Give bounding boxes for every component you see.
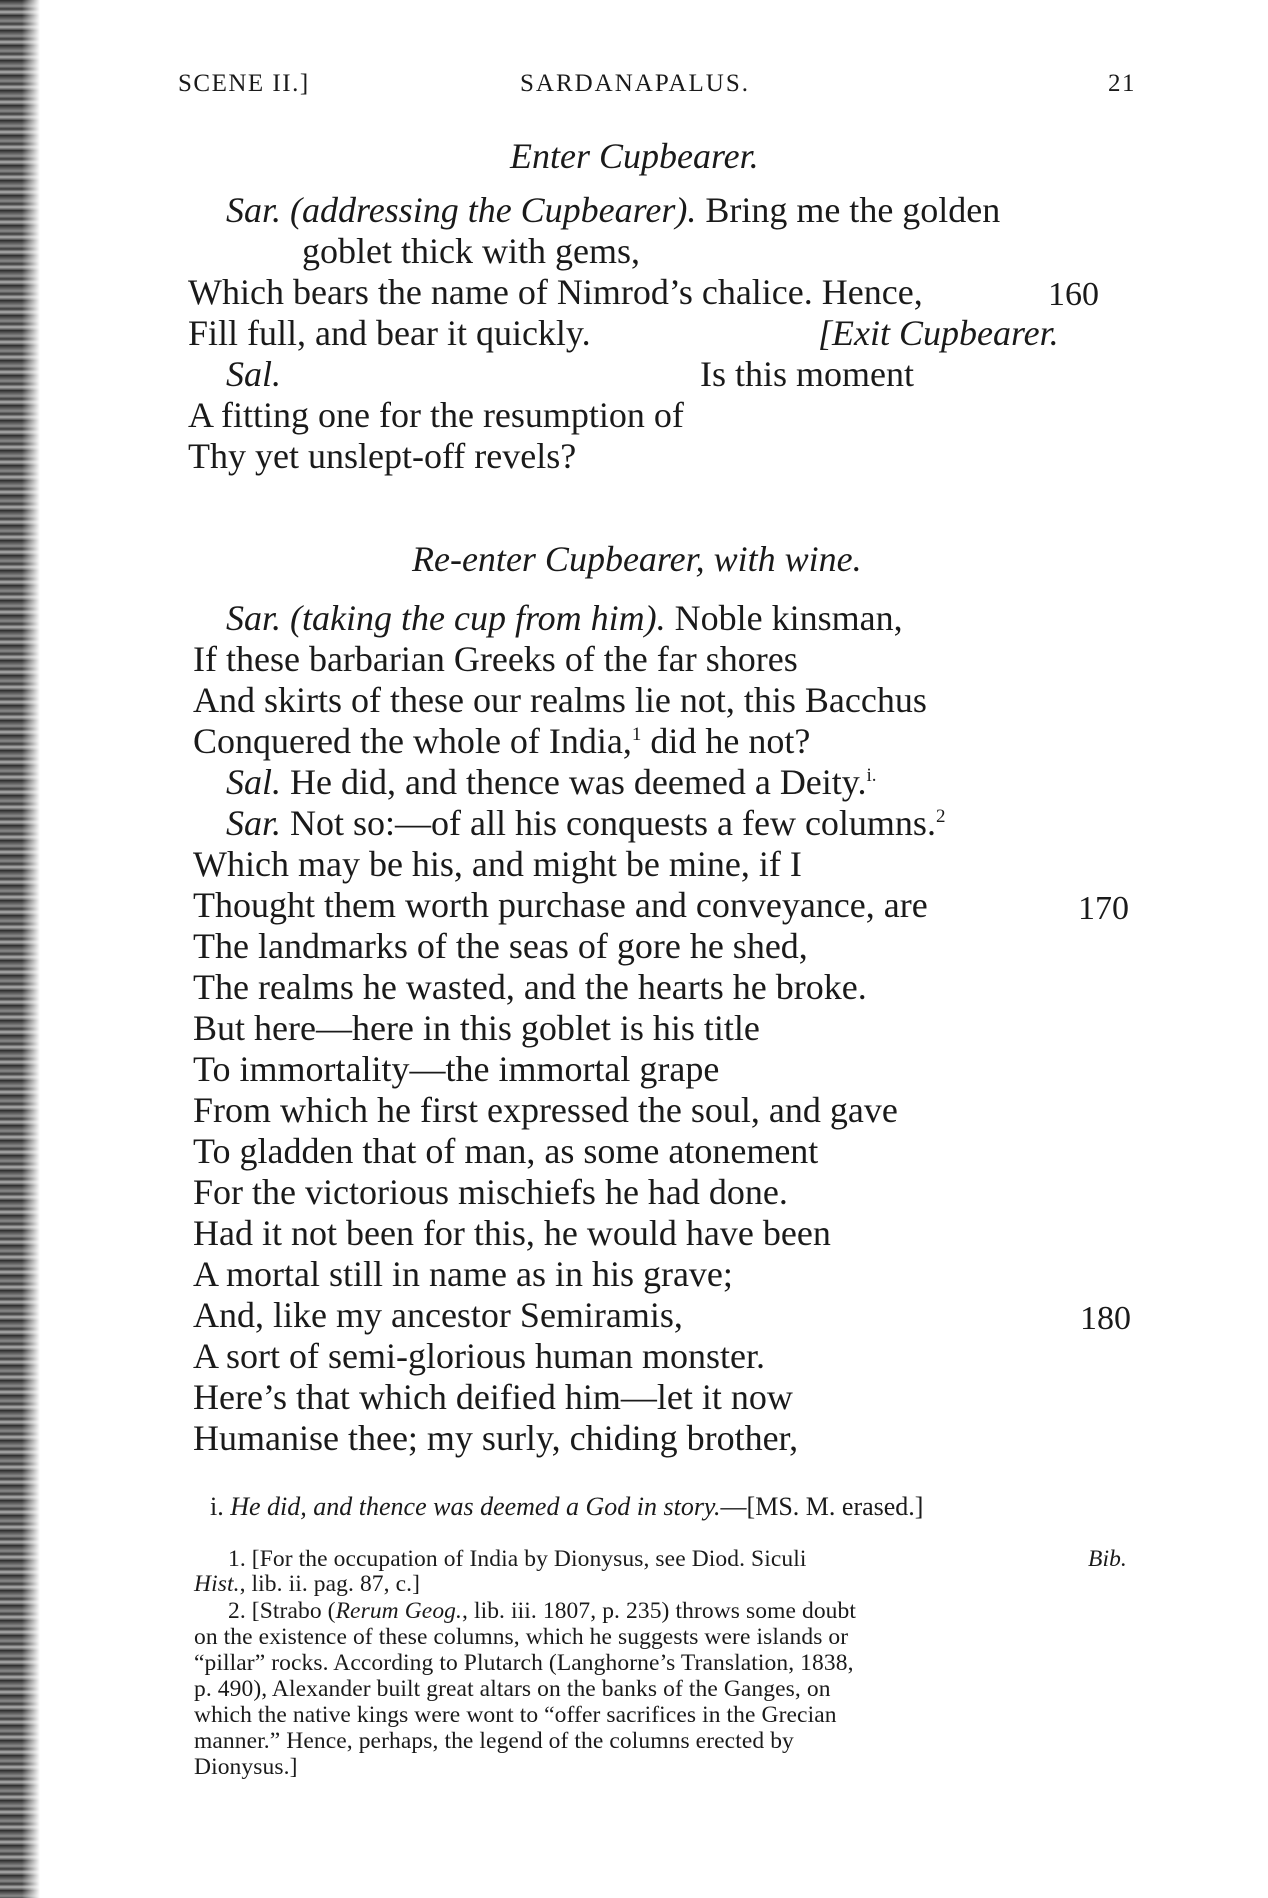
footnote-2-line: manner.” Hence, perhaps, the legend of the columns erected by	[194, 1728, 794, 1754]
footnote-1-line: 1. [For the occupation of India by Dionysus, see Diod. Siculi	[228, 1546, 807, 1572]
footnote-1-italic: Bib.	[1088, 1546, 1127, 1572]
variant-ref: i.	[866, 765, 877, 786]
footnote-2-line: “pillar” rocks. According to Plutarch (Langhorne’s Translation, 1838,	[194, 1650, 854, 1676]
running-header-title: SARDANAPALUS.	[520, 70, 750, 97]
verse-line: Thought them worth purchase and conveyance, are	[193, 885, 928, 925]
speaker-label: Sal.	[226, 354, 282, 394]
verse-line: Sal. He did, and thence was deemed a Deity.$^{i.}$	[226, 762, 877, 802]
stage-direction-exit: [Exit Cupbearer.	[818, 313, 1059, 353]
variant-note: i. He did, and thence was deemed a God in story.—[MS. M. erased.]	[210, 1492, 924, 1521]
verse-line: The realms he wasted, and the hearts he broke.	[193, 967, 867, 1007]
verse-line: A mortal still in name as in his grave;	[193, 1254, 733, 1294]
verse-line: But here—here in this goblet is his title	[193, 1008, 760, 1048]
verse-line: And, like my ancestor Semiramis,	[193, 1295, 683, 1335]
verse-line: Sar. (addressing the Cupbearer). Bring me the golden	[226, 190, 1001, 230]
footnote-2-line: on the existence of these columns, which he suggests were islands or	[194, 1624, 849, 1650]
line-number: 180	[1080, 1300, 1131, 1337]
verse-line: Which may be his, and might be mine, if I	[193, 844, 802, 884]
stage-direction-reenter: Re-enter Cupbearer, with wine.	[412, 539, 862, 579]
footnote-1-line: Hist., lib. ii. pag. 87, c.]	[194, 1571, 421, 1597]
speaker-label: Sar.	[226, 190, 282, 230]
verse-line: For the victorious mischiefs he had done.	[193, 1172, 788, 1212]
verse-line: Humanise thee; my surly, chiding brother,	[193, 1418, 799, 1458]
verse-line: Thy yet unslept-off revels?	[188, 436, 577, 476]
verse-line: Sar. (taking the cup from him). Noble kinsman,	[226, 598, 903, 638]
footnote-2-line: p. 490), Alexander built great altars on the banks of the Ganges, on	[194, 1676, 831, 1702]
verse-line: To immortality—the immortal grape	[193, 1049, 720, 1089]
verse-line: Here’s that which deified him—let it now	[193, 1377, 793, 1417]
footnote-ref: 1	[631, 724, 642, 745]
verse-line: Fill full, and bear it quickly.	[188, 313, 591, 353]
footnote-2-line: Dionysus.]	[194, 1754, 298, 1780]
speaker-label: Sar.	[226, 803, 282, 843]
running-header-scene: SCENE II.]	[178, 70, 310, 97]
page-number: 21	[1108, 70, 1136, 97]
footnote-ref: 2	[935, 806, 946, 827]
verse-line: A fitting one for the resumption of	[188, 395, 684, 435]
verse-line: Had it not been for this, he would have been	[193, 1213, 831, 1253]
verse-line: And skirts of these our realms lie not, this Bacchus	[193, 680, 927, 720]
stage-direction-inline: (addressing the Cupbearer).	[290, 190, 697, 230]
line-number: 160	[1048, 276, 1099, 313]
stage-direction-enter: Enter Cupbearer.	[510, 136, 759, 176]
speaker-label: Sar.	[226, 598, 282, 638]
variant-marker: i.	[210, 1492, 224, 1521]
stage-direction-inline: (taking the cup from him).	[290, 598, 666, 638]
verse-line-continuation: goblet thick with gems,	[302, 231, 640, 271]
verse-line: A sort of semi-glorious human monster.	[193, 1336, 765, 1376]
footnote-2-line: which the native kings were wont to “offer sacrifices in the Grecian	[194, 1702, 837, 1728]
speaker-label: Sal.	[226, 762, 282, 802]
verse-line: To gladden that of man, as some atonement	[193, 1131, 819, 1171]
verse-line: The landmarks of the seas of gore he shed,	[193, 926, 808, 966]
verse-line: From which he first expressed the soul, and gave	[193, 1090, 898, 1130]
line-number: 170	[1078, 890, 1129, 927]
verse-line: If these barbarian Greeks of the far shores	[193, 639, 798, 679]
footnote-2-line: 2. [Strabo (Rerum Geog., lib. iii. 1807, p. 235) throws some doubt	[228, 1598, 857, 1624]
book-spine-edge	[0, 0, 40, 1898]
verse-line: Which bears the name of Nimrod’s chalice. Hence,	[188, 272, 923, 312]
verse-line: Conquered the whole of India,$^1$ did he not?	[193, 721, 811, 761]
verse-line: Sar. Not so:—of all his conquests a few columns.$^2$	[226, 803, 946, 843]
verse-line: Is this moment	[700, 354, 914, 394]
